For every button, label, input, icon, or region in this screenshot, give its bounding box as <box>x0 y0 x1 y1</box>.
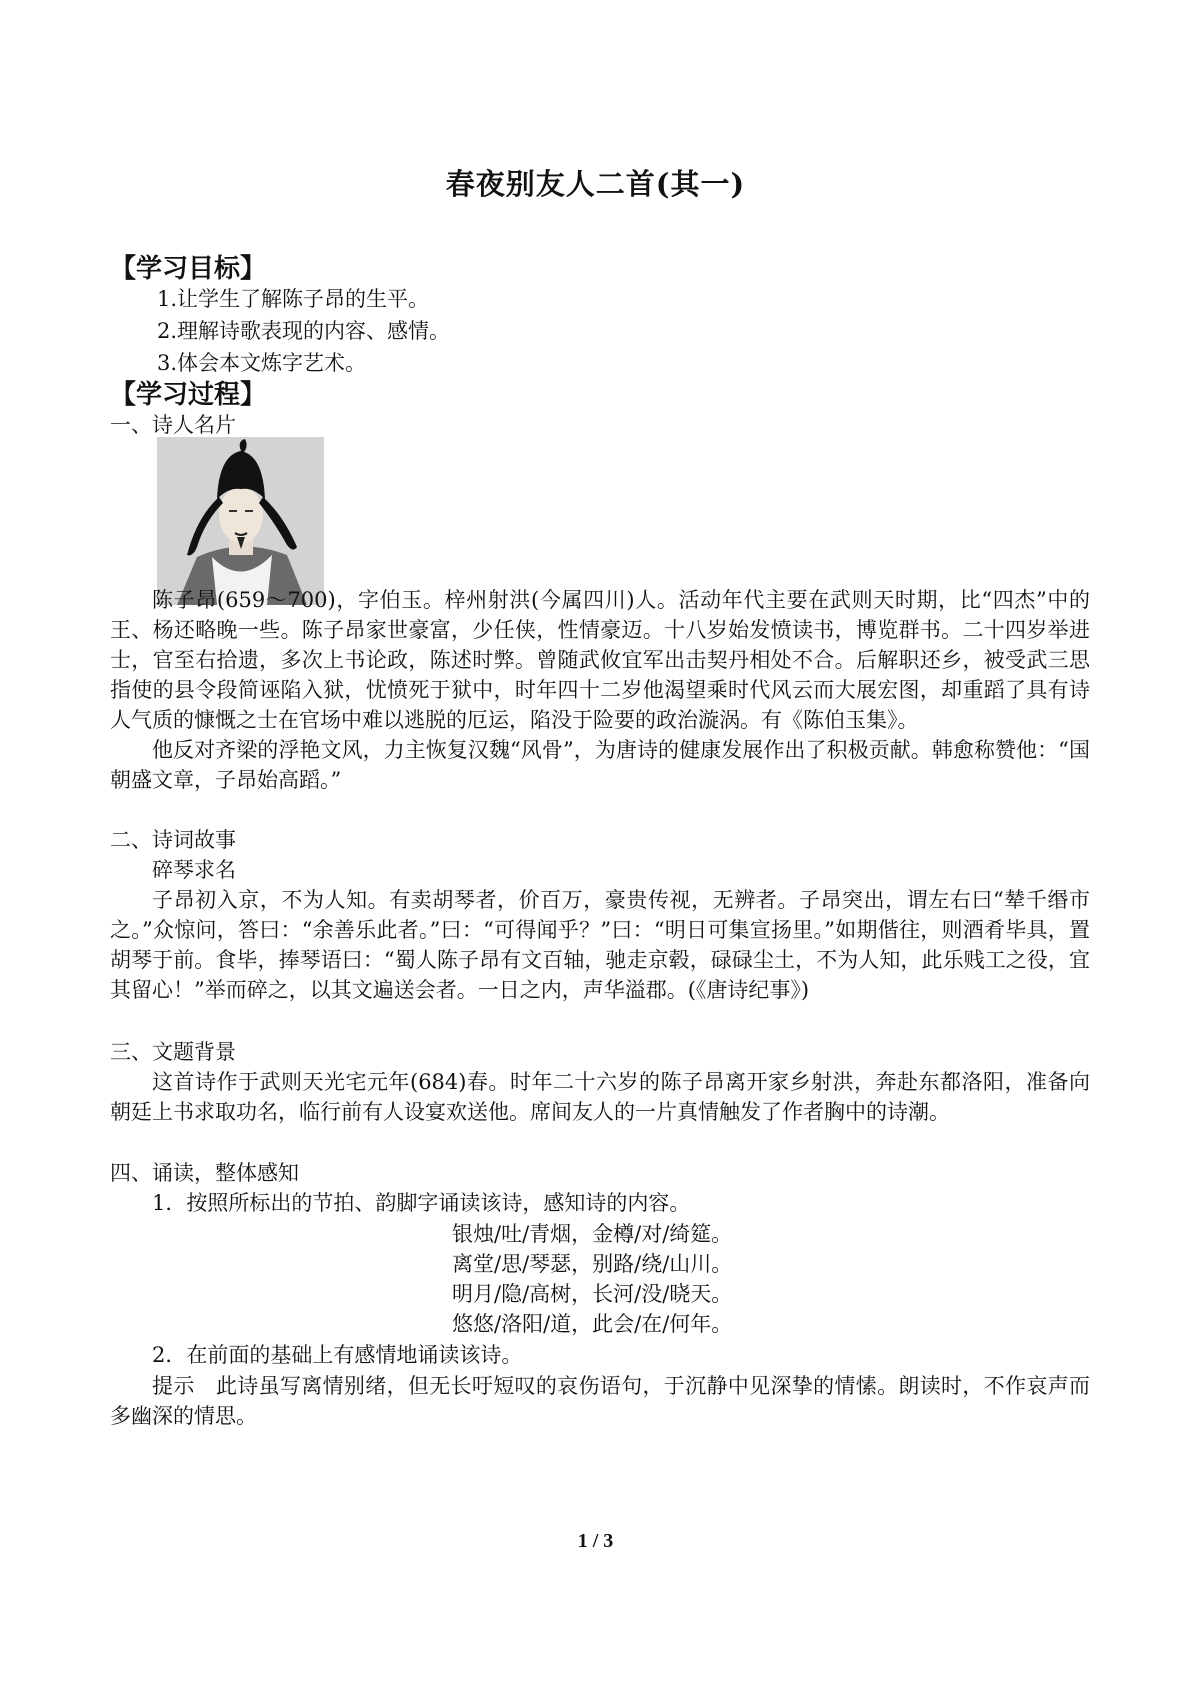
paragraph: 这首诗作于武则天光宅元年(684)春。时年二十六岁的陈子昂离开家乡射洪，奔赴东都洛阳，准备向朝廷上书求取功名，临行前有人设宴欢送他。席间友人的一片真情触发了作者胸中的诗潮。 <box>110 1070 1090 1124</box>
section4-heading: 四、诵读，整体感知 <box>110 1161 299 1185</box>
section3-heading: 三、文题背景 <box>110 1040 236 1064</box>
page-number: 1 / 3 <box>577 1530 614 1552</box>
reading-step-1: 1．按照所标出的节拍、韵脚字诵读该诗，感知诗的内容。 <box>152 1191 691 1215</box>
page-title: 春夜别友人二首(其一) <box>445 167 746 201</box>
paragraph: 他反对齐梁的浮艳文风，力主恢复汉魏“风骨”，为唐诗的健康发展作出了积极贡献。韩愈称赞他：“国朝盛文章，子昂始高蹈。” <box>110 738 1090 792</box>
section3-body <box>110 1067 1090 1127</box>
reading-step-2: 2．在前面的基础上有感情地诵读该诗。 <box>152 1343 523 1367</box>
section1-heading: 一、诗人名片 <box>110 413 236 437</box>
section2-heading: 二、诗词故事 <box>110 828 236 852</box>
section2-body <box>110 885 1090 1005</box>
poem-block <box>452 1219 732 1339</box>
paragraph: 提示 此诗虽写离情别绪，但无长吁短叹的哀伤语句，于沉静中见深挚的情愫。朗读时，不作哀声而多幽深的情思。 <box>110 1374 1090 1428</box>
goal-item: 2.理解诗歌表现的内容、感情。 <box>157 319 451 343</box>
poem-line: 悠悠/洛阳/道，此会/在/何年。 <box>452 1312 733 1336</box>
goal-item: 1.让学生了解陈子昂的生平。 <box>157 287 430 311</box>
poem-line: 银烛/吐/青烟，金樽/对/绮筵。 <box>452 1222 733 1246</box>
goals-heading: 【学习目标】 <box>110 254 267 284</box>
story-title: 碎琴求名 <box>152 858 236 882</box>
reading-hint <box>110 1371 1090 1431</box>
section1-body <box>110 585 1090 795</box>
poet-portrait-image <box>157 437 324 605</box>
goal-item: 3.体会本文炼字艺术。 <box>157 351 367 375</box>
paragraph: 陈子昂(659～700)，字伯玉。梓州射洪(今属四川)人。活动年代主要在武则天时期，比“四杰”中的王、杨还略晚一些。陈子昂家世豪富，少任侠，性情豪迈。十八岁始发愤读书，博览群书。二十四岁举进士，官至右拾遗，多次上书论政，陈述时弊。曾随武攸宜军出击契丹相处不合。后解职还乡，被受武三思指使的县令段简诬陷入狱，忧愤死于狱中，时年四十二岁他渴望乘时代风云而大展宏图，却重蹈了具有诗人气质的慷慨之士在官场中难以逃脱的厄运，陷没于险要的政治漩涡。有《陈伯玉集》。 <box>110 588 1090 732</box>
process-heading: 【学习过程】 <box>110 380 267 410</box>
poem-line: 明月/隐/高树，长河/没/晓天。 <box>452 1282 733 1306</box>
paragraph: 子昂初入京，不为人知。有卖胡琴者，价百万，豪贵传视，无辨者。子昂突出，谓左右曰“辇千缗市之。”众惊问，答曰：“余善乐此者。”曰：“可得闻乎？”曰：“明日可集宣扬里。”如期偕往，则酒肴毕具，置胡琴于前。食毕，捧琴语曰：“蜀人陈子昂有文百轴，驰走京毂，碌碌尘土，不为人知，此乐贱工之役，宜其留心！”举而碎之，以其文遍送会者。一日之内，声华溢郡。(《唐诗纪事》) <box>110 888 1090 1002</box>
poem-line: 离堂/思/琴瑟，别路/绕/山川。 <box>452 1252 733 1276</box>
